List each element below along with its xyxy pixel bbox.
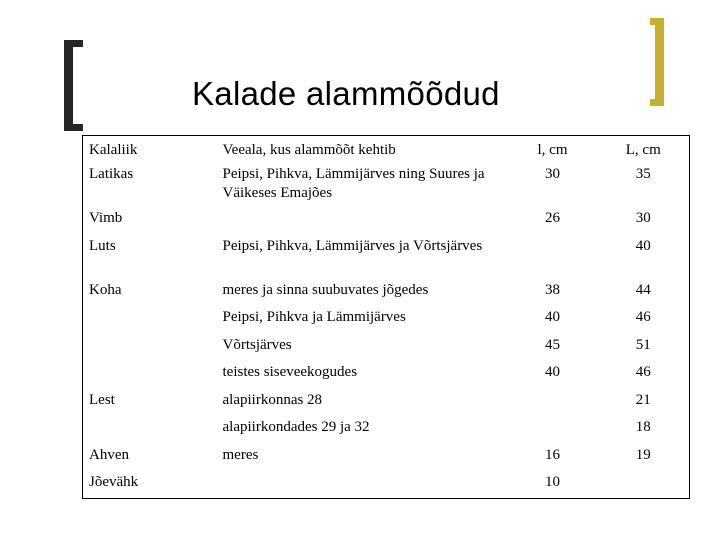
cell-species: Ahven	[89, 446, 129, 463]
cell-l	[508, 389, 598, 417]
cell-area: meres	[222, 446, 259, 463]
cell-area	[217, 471, 508, 499]
cell-area: Peipsi, Pihkva, Lämmijärves ning Suures ja Väikeses Emajões	[222, 166, 485, 201]
table-row	[83, 163, 690, 207]
cell-area: Võrtsjärves	[222, 336, 292, 353]
right-bracket-icon	[655, 18, 664, 106]
header-L: L, cm	[625, 142, 661, 158]
cell-l: 26	[545, 210, 560, 226]
table-header-row	[83, 136, 690, 164]
cell-L: 46	[635, 309, 651, 325]
cell-species: Jõevähk	[89, 474, 139, 490]
cell-species	[83, 361, 217, 389]
cell-L: 40	[635, 237, 651, 254]
slide-title: Kalade alammõõdud	[192, 75, 500, 112]
cell-l: 38	[545, 281, 560, 298]
cell-L: 44	[635, 281, 651, 298]
cell-L: 30	[635, 210, 651, 226]
cell-L: 19	[635, 446, 651, 463]
cell-species: Latikas	[89, 166, 134, 182]
left-bracket-bottom-icon	[64, 124, 83, 131]
cell-l: 30	[545, 166, 560, 182]
table-row	[83, 306, 690, 334]
table-row	[83, 389, 690, 417]
cell-species	[83, 416, 217, 444]
header-l: l, cm	[537, 142, 568, 158]
left-bracket-top-icon	[64, 40, 83, 47]
cell-l	[508, 235, 598, 279]
cell-area: alapiirkonnas 28	[222, 391, 323, 408]
cell-species: Luts	[89, 237, 116, 254]
cell-area	[217, 207, 508, 235]
cell-species: Lest	[89, 391, 115, 408]
table-row	[83, 416, 690, 444]
cell-l: 16	[545, 446, 560, 463]
cell-L: 46	[635, 364, 651, 380]
cell-l: 45	[545, 336, 560, 353]
right-bracket-bottom-icon	[650, 99, 664, 106]
header-area: Veeala, kus alammõõt kehtib	[222, 142, 396, 158]
cell-area: teistes siseveekogudes	[222, 364, 358, 380]
table-row	[83, 334, 690, 362]
cell-L: 51	[635, 336, 651, 353]
cell-species: Vimb	[89, 210, 123, 226]
cell-l: 10	[545, 474, 560, 490]
cell-area: meres ja sinna suubuvates jõgedes	[222, 281, 429, 298]
table-row	[83, 471, 690, 499]
cell-l	[508, 416, 598, 444]
cell-L: 21	[635, 391, 651, 408]
cell-species	[83, 306, 217, 334]
header-species: Kalaliik	[89, 142, 138, 158]
cell-area: Peipsi, Pihkva, Lämmijärves ja Võrtsjärves	[222, 237, 483, 254]
left-bracket-icon	[64, 40, 73, 131]
table-row	[83, 444, 690, 472]
cell-L: 35	[635, 166, 651, 182]
table-row	[83, 235, 690, 279]
table-row	[83, 279, 690, 307]
table-row	[83, 361, 690, 389]
cell-L: 18	[635, 419, 651, 435]
fish-size-table	[82, 135, 690, 499]
cell-l: 40	[545, 309, 560, 325]
table-row	[83, 207, 690, 235]
right-bracket-top-icon	[650, 18, 664, 25]
cell-area: alapiirkondades 29 ja 32	[222, 419, 370, 435]
cell-species: Koha	[89, 281, 122, 298]
cell-L	[598, 471, 690, 499]
cell-l: 40	[545, 364, 560, 380]
cell-species	[83, 334, 217, 362]
cell-area: Peipsi, Pihkva ja Lämmijärves	[222, 309, 406, 325]
